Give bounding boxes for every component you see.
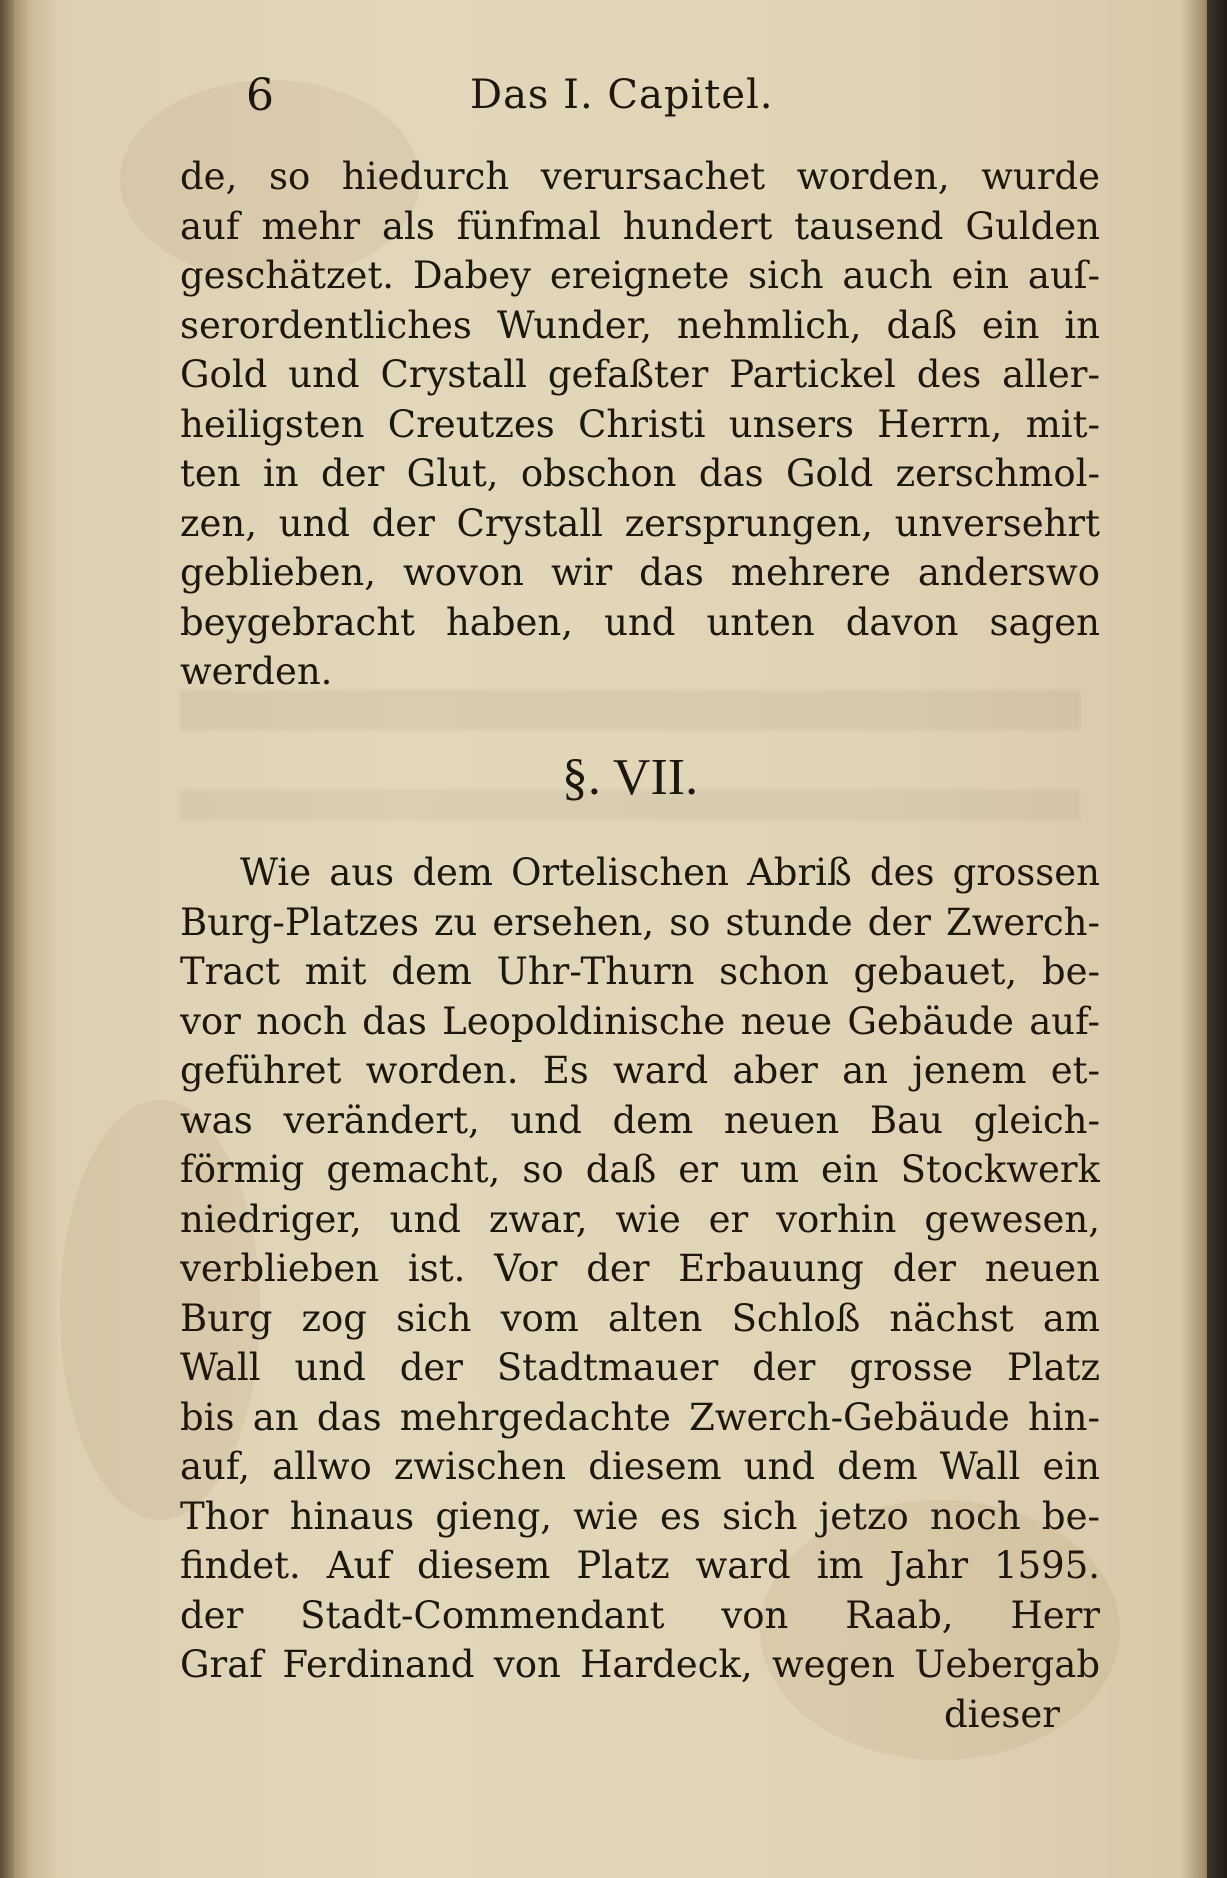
text-line: niedriger, und zwar, wie er vorhin gewesen, — [180, 1197, 1100, 1241]
page-header — [240, 70, 840, 130]
text-line: Graf Ferdinand von Hardeck, wegen Uebergab — [180, 1643, 1100, 1686]
text-line: Gold und Crystall gefaßter Partickel des aller- — [180, 353, 1100, 396]
text-line: der Stadt-Commendant von Raab, Herr — [180, 1593, 1100, 1637]
text-line: Wall und der Stadtmauer der grosse Platz — [180, 1346, 1100, 1389]
text-line: Tract mit dem Uhr-Thurn schon gebauet, be- — [180, 950, 1100, 993]
page-number: 6 — [246, 70, 274, 121]
text-line: auf mehr als fünfmal hundert tausend Gulden — [180, 204, 1100, 248]
text-line: förmig gemacht, so daß er um ein Stockwerk — [180, 1148, 1100, 1191]
text-line: geblieben, wovon wir das mehrere anderswo — [180, 551, 1100, 594]
text-line: heiligsten Creutzes Christi unsers Herrn, mit- — [180, 402, 1100, 446]
text-line: werden. — [180, 650, 333, 693]
text-line: geschätzet. Dabey ereignete sich auch ein auſ- — [180, 254, 1100, 297]
section-heading: §. VII. — [561, 749, 699, 806]
text-line: geführet worden. Es ward aber an jenem et- — [180, 1049, 1100, 1092]
text-line: Burg-Platzes zu ersehen, so stunde der Zwerch- — [180, 900, 1100, 944]
text-line: serordentliches Wunder, nehmlich, daß ein in — [180, 303, 1100, 347]
text-line: de, so hiedurch verursachet worden, wurde — [180, 155, 1100, 198]
text-line: was verändert, und dem neuen Bau gleich- — [180, 1098, 1100, 1142]
text-line: Burg zog sich vom alten Schloß nächst am — [180, 1296, 1100, 1340]
text-line: Thor hinaus gieng, wie es sich jetzo noch be- — [180, 1494, 1100, 1538]
text-line: Wie aus dem Ortelischen Abriß des grossen — [240, 851, 1100, 894]
paragraph-2 — [180, 848, 1100, 1739]
text-line: ten in der Glut, obschon das Gold zerschmol- — [180, 452, 1100, 495]
text-line: zen, und der Crystall zersprungen, unversehrt — [180, 501, 1100, 545]
catchword: dieser — [944, 1692, 1060, 1736]
paragraph-1 — [180, 152, 1100, 697]
running-head: Das I. Capitel. — [470, 72, 774, 118]
text-line: findet. Auf diesem Platz ward im Jahr 1595. — [180, 1544, 1100, 1587]
text-line: beygebracht haben, und unten davon sagen — [180, 600, 1100, 644]
page-edge — [1207, 0, 1227, 1878]
binding-shadow — [0, 0, 14, 1878]
text-line: bis an das mehrgedachte Zwerch-Gebäude hin- — [180, 1395, 1100, 1439]
text-line: verblieben ist. Vor der Erbauung der neuen — [180, 1247, 1100, 1290]
text-line: auf, allwo zwischen diesem und dem Wall ein — [180, 1445, 1100, 1488]
text-line: vor noch das Leopoldinische neue Gebäude auf- — [180, 999, 1100, 1043]
